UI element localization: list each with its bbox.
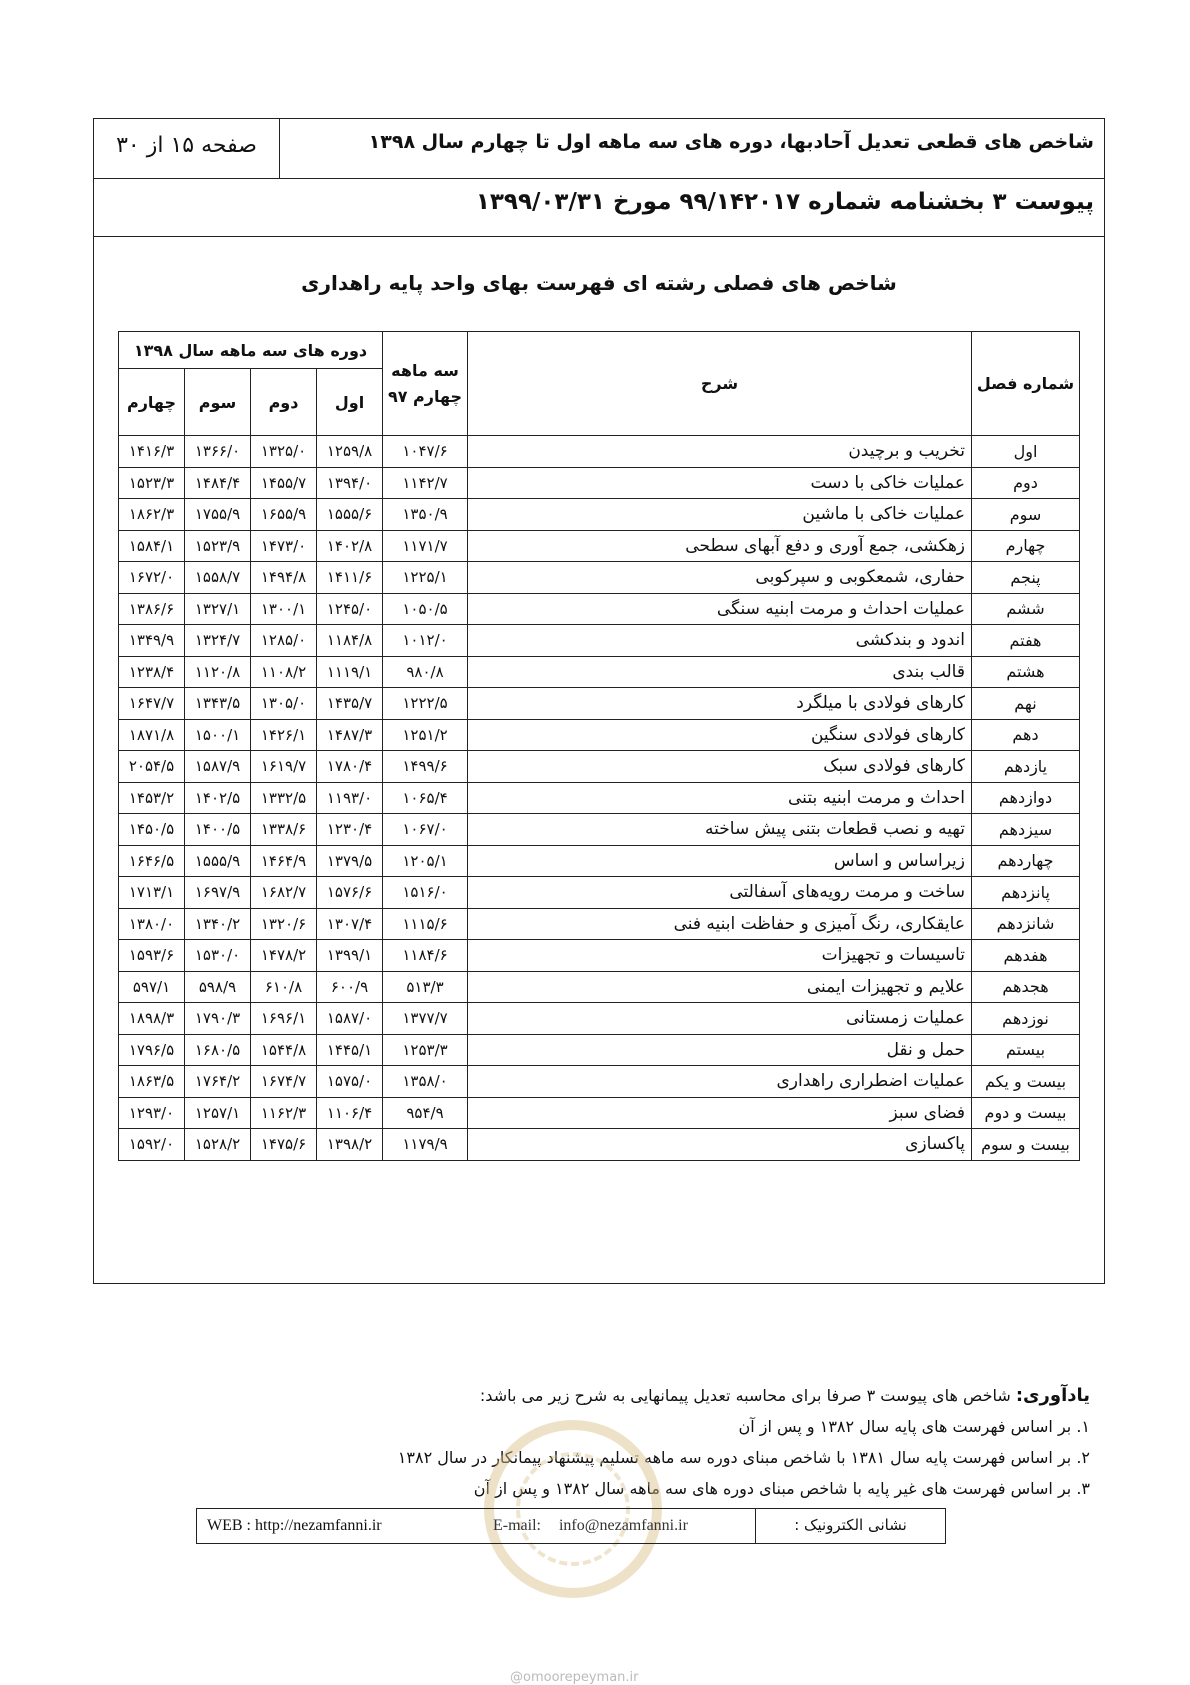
q1-98-cell: ۱۲۳۰/۴: [317, 814, 383, 846]
q4-97-cell: ۱۰۱۲/۰: [383, 625, 468, 657]
q1-98-cell: ۱۳۷۹/۵: [317, 845, 383, 877]
q1-98-cell: ۱۴۸۷/۳: [317, 719, 383, 751]
contact-label: نشانی الکترونیک :: [755, 1509, 945, 1543]
description-cell: احداث و مرمت ابنیه بتنی: [468, 782, 972, 814]
q4-98-cell: ۱۴۱۶/۳: [119, 436, 185, 468]
q4-97-cell: ۱۳۵۸/۰: [383, 1066, 468, 1098]
q4-98-cell: ۱۳۸۰/۰: [119, 908, 185, 940]
q3-98-cell: ۱۵۵۵/۹: [185, 845, 251, 877]
q3-98-cell: ۱۵۲۳/۹: [185, 530, 251, 562]
q4-98-cell: ۲۰۵۴/۵: [119, 751, 185, 783]
q2-98-cell: ۱۶۵۵/۹: [251, 499, 317, 531]
chapter-number-cell: چهاردهم: [972, 845, 1080, 877]
chapter-number-cell: اول: [972, 436, 1080, 468]
q4-97-cell: ۱۲۰۵/۱: [383, 845, 468, 877]
q3-98-cell: ۱۳۲۴/۷: [185, 625, 251, 657]
description-cell: عملیات احداث و مرمت ابنیه سنگی: [468, 593, 972, 625]
chapter-number-cell: ششم: [972, 593, 1080, 625]
q4-98-cell: ۱۷۱۳/۱: [119, 877, 185, 909]
q2-98-cell: ۱۴۷۵/۶: [251, 1129, 317, 1161]
chapter-number-cell: بیستم: [972, 1034, 1080, 1066]
q3-98-cell: ۱۵۲۸/۲: [185, 1129, 251, 1161]
description-cell: عملیات خاکی با دست: [468, 467, 972, 499]
chapter-number-cell: هفدهم: [972, 940, 1080, 972]
chapter-number-cell: دوازدهم: [972, 782, 1080, 814]
description-cell: علایم و تجهیزات ایمنی: [468, 971, 972, 1003]
q4-98-cell: ۱۵۹۲/۰: [119, 1129, 185, 1161]
q4-97-cell: ۱۳۷۷/۷: [383, 1003, 468, 1035]
q4-98-cell: ۱۲۹۳/۰: [119, 1097, 185, 1129]
q4-97-cell: ۱۰۶۵/۴: [383, 782, 468, 814]
q4-97-cell: ۱۲۲۵/۱: [383, 562, 468, 594]
page-frame: [93, 118, 1105, 1284]
q3-98-cell: ۱۳۲۷/۱: [185, 593, 251, 625]
description-cell: قالب بندی: [468, 656, 972, 688]
contact-web-link[interactable]: WEB : http://nezamfanni.ir: [207, 1517, 382, 1534]
chapter-number-cell: بیست و یکم: [972, 1066, 1080, 1098]
q3-98-cell: ۱۵۰۰/۱: [185, 719, 251, 751]
q1-98-cell: ۱۱۹۳/۰: [317, 782, 383, 814]
chapter-number-cell: یازدهم: [972, 751, 1080, 783]
chapter-number-cell: سوم: [972, 499, 1080, 531]
col-header-q97: سه ماهه چهارم ۹۷: [383, 332, 468, 436]
q4-98-cell: ۱۷۹۶/۵: [119, 1034, 185, 1066]
q4-98-cell: ۱۸۹۸/۳: [119, 1003, 185, 1035]
description-cell: زهکشی، جمع آوری و دفع آبهای سطحی: [468, 530, 972, 562]
q3-98-cell: ۱۴۰۰/۵: [185, 814, 251, 846]
q4-98-cell: ۱۴۵۳/۲: [119, 782, 185, 814]
q3-98-cell: ۱۷۵۵/۹: [185, 499, 251, 531]
q4-97-cell: ۱۱۴۲/۷: [383, 467, 468, 499]
q2-98-cell: ۱۶۱۹/۷: [251, 751, 317, 783]
q2-98-cell: ۱۴۷۸/۲: [251, 940, 317, 972]
q1-98-cell: ۶۰۰/۹: [317, 971, 383, 1003]
q1-98-cell: ۱۴۳۵/۷: [317, 688, 383, 720]
q4-97-cell: ۱۱۱۵/۶: [383, 908, 468, 940]
q2-98-cell: ۱۴۵۵/۷: [251, 467, 317, 499]
q3-98-cell: ۱۵۵۸/۷: [185, 562, 251, 594]
q4-98-cell: ۱۶۴۶/۵: [119, 845, 185, 877]
q1-98-cell: ۱۱۰۶/۴: [317, 1097, 383, 1129]
description-cell: تخریب و برچیدن: [468, 436, 972, 468]
table-row: [119, 656, 1080, 688]
q4-97-cell: ۱۰۴۷/۶: [383, 436, 468, 468]
q3-98-cell: ۵۹۸/۹: [185, 971, 251, 1003]
q1-98-cell: ۱۴۴۵/۱: [317, 1034, 383, 1066]
q4-98-cell: ۱۸۶۳/۵: [119, 1066, 185, 1098]
description-cell: تاسیسات و تجهیزات: [468, 940, 972, 972]
header-row: [94, 119, 1104, 179]
chapter-number-cell: نوزدهم: [972, 1003, 1080, 1035]
footnote-item: ۳. بر اساس فهرست های غیر پایه با شاخص مبنای دوره های سه ماهه سال ۱۳۸۲ و پس از آن: [473, 1479, 1090, 1498]
q4-97-cell: ۱۱۸۴/۶: [383, 940, 468, 972]
q2-98-cell: ۱۳۲۵/۰: [251, 436, 317, 468]
footnote-label: یادآوری:: [1015, 1385, 1090, 1406]
q4-98-cell: ۱۳۴۹/۹: [119, 625, 185, 657]
q2-98-cell: ۱۴۲۶/۱: [251, 719, 317, 751]
q3-98-cell: ۱۵۳۰/۰: [185, 940, 251, 972]
q4-97-cell: ۹۸۰/۸: [383, 656, 468, 688]
table-row: [119, 499, 1080, 531]
table-title: شاخص های فصلی رشته ای فهرست بهای واحد پایه راهداری: [301, 271, 897, 295]
chapter-number-cell: هفتم: [972, 625, 1080, 657]
q4-98-cell: ۱۸۶۲/۳: [119, 499, 185, 531]
table-row: [119, 1129, 1080, 1161]
q4-97-cell: ۱۱۷۹/۹: [383, 1129, 468, 1161]
chapter-number-cell: شانزدهم: [972, 908, 1080, 940]
subtitle-row: [94, 179, 1104, 237]
chapter-number-cell: پانزدهم: [972, 877, 1080, 909]
q2-98-cell: ۱۶۷۴/۷: [251, 1066, 317, 1098]
email-link[interactable]: info@nezamfanni.ir: [558, 1517, 688, 1534]
description-cell: اندود و بندکشی: [468, 625, 972, 657]
index-table: [118, 331, 1080, 1161]
col-header-q2: دوم: [251, 369, 317, 436]
q4-98-cell: ۱۵۲۳/۳: [119, 467, 185, 499]
q2-98-cell: ۶۱۰/۸: [251, 971, 317, 1003]
description-cell: عایقکاری، رنگ آمیزی و حفاظت ابنیه فنی: [468, 908, 972, 940]
chapter-number-cell: دهم: [972, 719, 1080, 751]
chapter-number-cell: هجدهم: [972, 971, 1080, 1003]
q1-98-cell: ۱۳۹۹/۱: [317, 940, 383, 972]
q2-98-cell: ۱۱۰۸/۲: [251, 656, 317, 688]
q3-98-cell: ۱۴۰۲/۵: [185, 782, 251, 814]
description-cell: تهیه و نصب قطعات بتنی پیش ساخته: [468, 814, 972, 846]
chapter-number-cell: دوم: [972, 467, 1080, 499]
col-header-q4: چهارم: [119, 369, 185, 436]
q2-98-cell: ۱۵۴۴/۸: [251, 1034, 317, 1066]
table-row: [119, 940, 1080, 972]
table-row: [119, 688, 1080, 720]
contact-box: [196, 1508, 946, 1544]
q4-97-cell: ۱۴۹۹/۶: [383, 751, 468, 783]
description-cell: فضای سبز: [468, 1097, 972, 1129]
q4-98-cell: ۵۹۷/۱: [119, 971, 185, 1003]
q1-98-cell: ۱۳۰۷/۴: [317, 908, 383, 940]
col-header-sharh: شرح: [468, 332, 972, 436]
table-row: [119, 782, 1080, 814]
q1-98-cell: ۱۵۵۵/۶: [317, 499, 383, 531]
q1-98-cell: ۱۵۷۵/۰: [317, 1066, 383, 1098]
footnote: [230, 1380, 1090, 1504]
header-divider: [279, 119, 280, 179]
watermark-site: @omoorepeyman.ir: [510, 1670, 639, 1685]
table-row: [119, 562, 1080, 594]
page-number: صفحه ۱۵ از ۳۰: [116, 133, 257, 158]
q4-98-cell: ۱۵۹۳/۶: [119, 940, 185, 972]
document-subtitle: پیوست ۳ بخشنامه شماره ۹۹/۱۴۲۰۱۷ مورخ ۱۳۹۹/۰۳/۳۱: [475, 189, 1094, 215]
q4-97-cell: ۵۱۳/۳: [383, 971, 468, 1003]
q4-97-cell: ۱۲۵۳/۳: [383, 1034, 468, 1066]
table-row: [119, 719, 1080, 751]
q2-98-cell: ۱۴۶۴/۹: [251, 845, 317, 877]
q1-98-cell: ۱۲۵۹/۸: [317, 436, 383, 468]
table-row: [119, 593, 1080, 625]
q3-98-cell: ۱۳۴۳/۵: [185, 688, 251, 720]
q3-98-cell: ۱۵۸۷/۹: [185, 751, 251, 783]
footnote-intro: شاخص های پیوست ۳ صرفا برای محاسبه تعدیل پیمانهایی به شرح زیر می باشد:: [479, 1386, 1011, 1405]
footnote-item: ۲. بر اساس فهرست پایه سال ۱۳۸۱ با شاخص مبنای دوره سه ماهه تسلیم پیشنهاد پیمانکار در سال ۱۳۸۲: [397, 1448, 1090, 1467]
q2-98-cell: ۱۶۹۶/۱: [251, 1003, 317, 1035]
footnote-item: ۱. بر اساس فهرست های پایه سال ۱۳۸۲ و پس از آن: [738, 1417, 1090, 1436]
chapter-number-cell: هشتم: [972, 656, 1080, 688]
table-body: [119, 436, 1080, 1161]
contact-email: [475, 1517, 688, 1535]
q1-98-cell: ۱۱۱۹/۱: [317, 656, 383, 688]
q4-98-cell: ۱۵۸۴/۱: [119, 530, 185, 562]
col-header-fasl: شماره فصل: [972, 332, 1080, 436]
q1-98-cell: ۱۱۸۴/۸: [317, 625, 383, 657]
table-row: [119, 1097, 1080, 1129]
description-cell: ساخت و مرمت رویه‌های آسفالتی: [468, 877, 972, 909]
q3-98-cell: ۱۳۶۶/۰: [185, 436, 251, 468]
q3-98-cell: ۱۷۹۰/۳: [185, 1003, 251, 1035]
col-group-1398: دوره های سه ماهه سال ۱۳۹۸: [119, 332, 383, 369]
q1-98-cell: ۱۴۱۱/۶: [317, 562, 383, 594]
q2-98-cell: ۱۳۲۰/۶: [251, 908, 317, 940]
chapter-number-cell: پنجم: [972, 562, 1080, 594]
q3-98-cell: ۱۱۲۰/۸: [185, 656, 251, 688]
q3-98-cell: ۱۳۴۰/۲: [185, 908, 251, 940]
table-row: [119, 751, 1080, 783]
chapter-number-cell: نهم: [972, 688, 1080, 720]
table-row: [119, 530, 1080, 562]
table-row: [119, 908, 1080, 940]
q1-98-cell: ۱۲۴۵/۰: [317, 593, 383, 625]
q2-98-cell: ۱۳۰۵/۰: [251, 688, 317, 720]
table-row: [119, 625, 1080, 657]
description-cell: پاکسازی: [468, 1129, 972, 1161]
description-cell: حفاری، شمعکوبی و سپرکوبی: [468, 562, 972, 594]
q4-97-cell: ۱۲۲۲/۵: [383, 688, 468, 720]
q2-98-cell: ۱۳۰۰/۱: [251, 593, 317, 625]
q3-98-cell: ۱۶۸۰/۵: [185, 1034, 251, 1066]
q4-98-cell: ۱۸۷۱/۸: [119, 719, 185, 751]
q2-98-cell: ۱۳۳۲/۵: [251, 782, 317, 814]
q4-97-cell: ۱۰۶۷/۰: [383, 814, 468, 846]
description-cell: کارهای فولادی با میلگرد: [468, 688, 972, 720]
table-row: [119, 1034, 1080, 1066]
table-row: [119, 877, 1080, 909]
q4-98-cell: ۱۲۳۸/۴: [119, 656, 185, 688]
q1-98-cell: ۱۴۰۲/۸: [317, 530, 383, 562]
q4-98-cell: ۱۶۷۲/۰: [119, 562, 185, 594]
q4-97-cell: ۱۵۱۶/۰: [383, 877, 468, 909]
q4-97-cell: ۹۵۴/۹: [383, 1097, 468, 1129]
col-header-q3: سوم: [185, 369, 251, 436]
q1-98-cell: ۱۳۹۴/۰: [317, 467, 383, 499]
table-row: [119, 1003, 1080, 1035]
description-cell: کارهای فولادی سنگین: [468, 719, 972, 751]
q4-97-cell: ۱۲۵۱/۲: [383, 719, 468, 751]
footnote-intro-line: [230, 1380, 1090, 1411]
chapter-number-cell: بیست و دوم: [972, 1097, 1080, 1129]
col-header-q1: اول: [317, 369, 383, 436]
table-row: [119, 1066, 1080, 1098]
q4-97-cell: ۱۱۷۱/۷: [383, 530, 468, 562]
q4-97-cell: ۱۳۵۰/۹: [383, 499, 468, 531]
q2-98-cell: ۱۲۸۵/۰: [251, 625, 317, 657]
q3-98-cell: ۱۲۵۷/۱: [185, 1097, 251, 1129]
q2-98-cell: ۱۴۹۴/۸: [251, 562, 317, 594]
q2-98-cell: ۱۳۳۸/۶: [251, 814, 317, 846]
q4-98-cell: ۱۳۸۶/۶: [119, 593, 185, 625]
description-cell: حمل و نقل: [468, 1034, 972, 1066]
q1-98-cell: ۱۵۸۷/۰: [317, 1003, 383, 1035]
chapter-number-cell: سیزدهم: [972, 814, 1080, 846]
description-cell: زیراساس و اساس: [468, 845, 972, 877]
q2-98-cell: ۱۱۶۲/۳: [251, 1097, 317, 1129]
email-label: E-mail:: [493, 1517, 541, 1534]
table-row: [119, 436, 1080, 468]
description-cell: کارهای فولادی سبک: [468, 751, 972, 783]
description-cell: عملیات زمستانی: [468, 1003, 972, 1035]
q1-98-cell: ۱۵۷۶/۶: [317, 877, 383, 909]
chapter-number-cell: چهارم: [972, 530, 1080, 562]
q1-98-cell: ۱۳۹۸/۲: [317, 1129, 383, 1161]
table-row: [119, 971, 1080, 1003]
q3-98-cell: ۱۴۸۴/۴: [185, 467, 251, 499]
q4-98-cell: ۱۴۵۰/۵: [119, 814, 185, 846]
q2-98-cell: ۱۴۷۳/۰: [251, 530, 317, 562]
description-cell: عملیات خاکی با ماشین: [468, 499, 972, 531]
q2-98-cell: ۱۶۸۲/۷: [251, 877, 317, 909]
table-row: [119, 467, 1080, 499]
q1-98-cell: ۱۷۸۰/۴: [317, 751, 383, 783]
q3-98-cell: ۱۶۹۷/۹: [185, 877, 251, 909]
table-row: [119, 814, 1080, 846]
document-title: شاخص های قطعی تعدیل آحادبها، دوره های سه ماهه اول تا چهارم سال ۱۳۹۸: [368, 131, 1094, 153]
q3-98-cell: ۱۷۶۴/۲: [185, 1066, 251, 1098]
table-row: [119, 845, 1080, 877]
chapter-number-cell: بیست و سوم: [972, 1129, 1080, 1161]
q4-98-cell: ۱۶۴۷/۷: [119, 688, 185, 720]
description-cell: عملیات اضطراری راهداری: [468, 1066, 972, 1098]
q4-97-cell: ۱۰۵۰/۵: [383, 593, 468, 625]
